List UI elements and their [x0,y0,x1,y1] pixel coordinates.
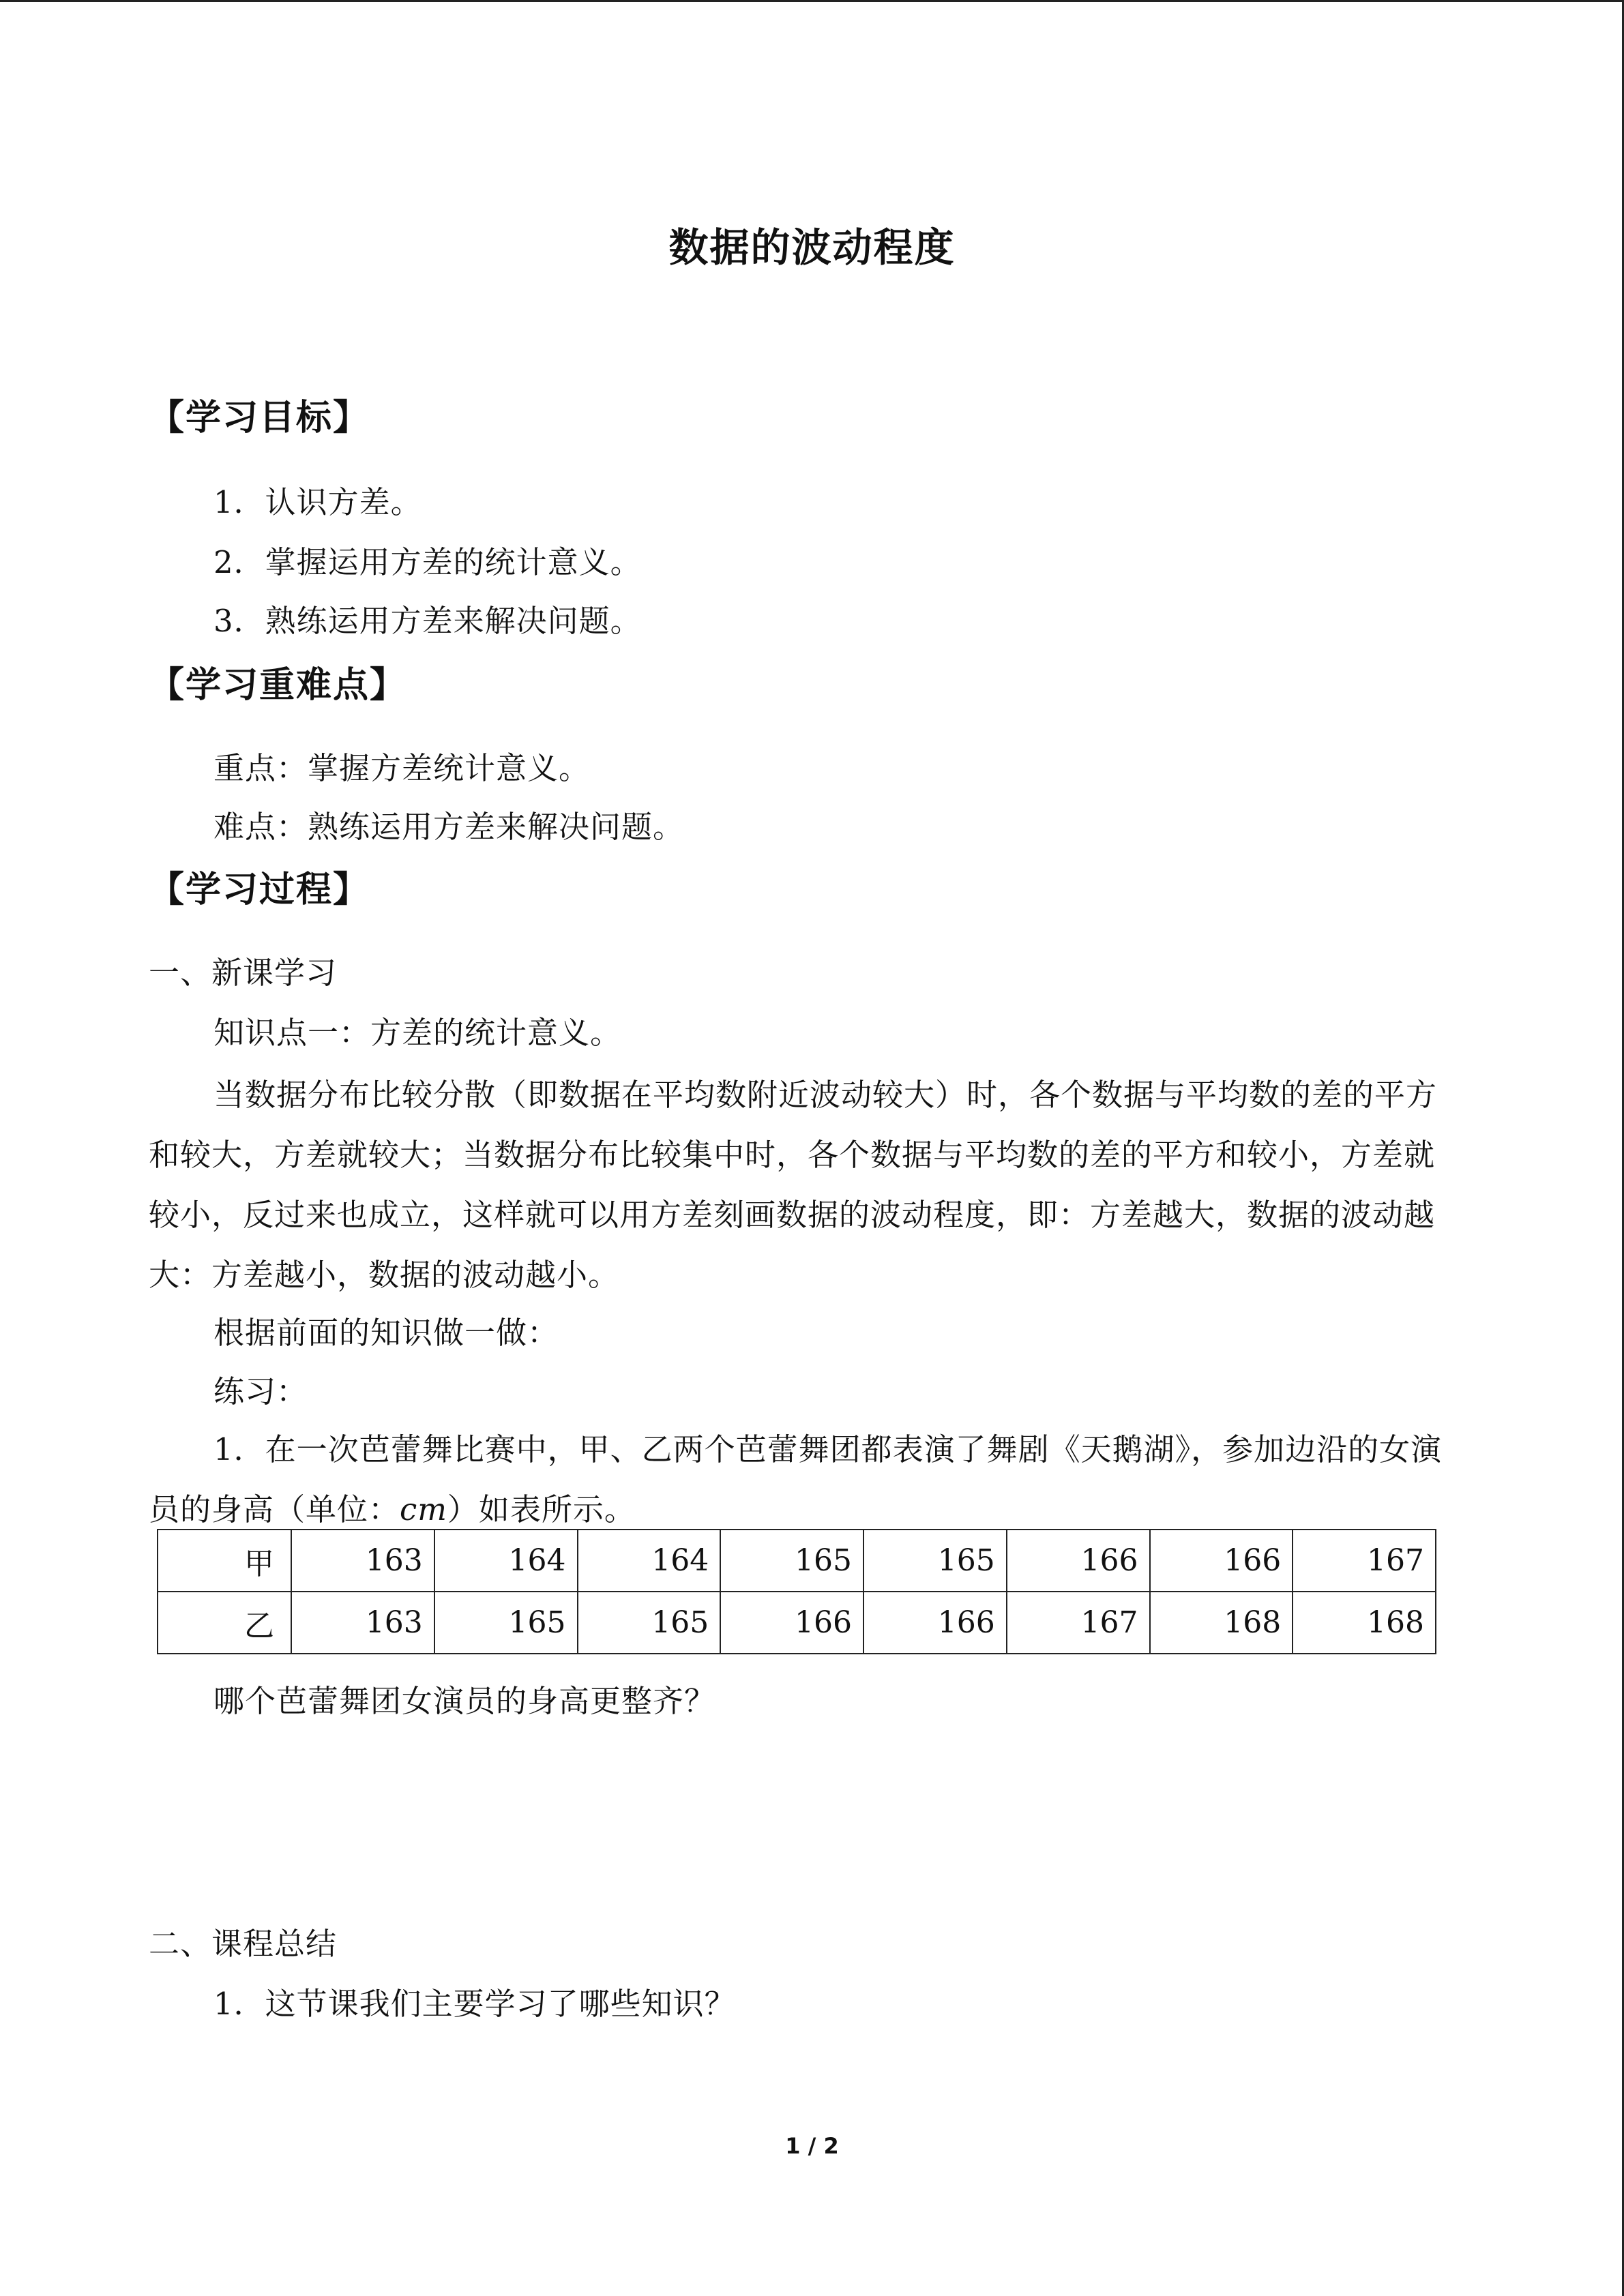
problem-text-part2: ）如表所示。 [447,1491,636,1527]
table-cell: 166 [1007,1530,1150,1592]
table-cell: 165 [720,1530,863,1592]
objectives-heading: 【学习目标】 [149,397,370,438]
key-points-heading: 【学习重难点】 [149,664,407,706]
table-cell: 163 [291,1592,434,1654]
table-row-label: 乙 [158,1592,291,1654]
problem-question: 哪个芭蕾舞团女演员的身高更整齐？ [213,1683,716,1719]
section-summary-title: 二、课程总结 [149,1926,338,1962]
key-point-focus: 重点：掌握方差统计意义。 [213,750,591,786]
table-cell: 165 [434,1592,578,1654]
table-cell: 166 [863,1592,1007,1654]
knowledge-point-title: 知识点一：方差的统计意义。 [213,1015,622,1051]
process-heading: 【学习过程】 [149,869,370,910]
table-cell: 164 [578,1530,721,1592]
problem-text-part1: 1．在一次芭蕾舞比赛中，甲、乙两个芭蕾舞团都表演了舞剧《天鹅湖》，参加边沿的女演员的身高（单位： [149,1431,1443,1527]
table-cell: 167 [1007,1592,1150,1654]
table-cell: 166 [720,1592,863,1654]
summary-question-1: 1．这节课我们主要学习了哪些知识？ [213,1986,736,2022]
problem-statement [149,1420,1458,1540]
table-cell: 163 [291,1530,434,1592]
table-row [158,1592,1436,1654]
page-number: 1 / 2 [785,2133,839,2159]
table-cell: 165 [578,1592,721,1654]
table-cell: 168 [1293,1592,1436,1654]
objective-item-1: 1．认识方差。 [213,484,422,520]
table-cell: 166 [1150,1530,1293,1592]
variance-explanation-paragraph: 当数据分布比较分散（即数据在平均数附近波动较大）时，各个数据与平均数的差的平方和较大，方差就较大；当数据分布比较集中时，各个数据与平均数的差的平方和较小，方差就较小，反过来也成立，这样就可以用方差刻画数据的波动程度，即：方差越大，数据的波动越大：方差越小，数据的波动越小。 [149,1077,1438,1293]
problem-unit: cm [400,1491,447,1527]
heights-table [157,1529,1436,1654]
section-new-lesson-title: 一、新课学习 [149,955,338,991]
table-cell: 168 [1150,1592,1293,1654]
objective-item-2: 2．掌握运用方差的统计意义。 [213,544,642,580]
table-cell: 167 [1293,1530,1436,1592]
do-it-prompt: 根据前面的知识做一做： [213,1315,559,1351]
table-cell: 164 [434,1530,578,1592]
table-cell: 165 [863,1530,1007,1592]
objective-item-3: 3．熟练运用方差来解决问题。 [213,603,642,639]
key-point-difficulty: 难点：熟练运用方差来解决问题。 [213,809,685,845]
table-row-label: 甲 [158,1530,291,1592]
practice-label: 练习： [213,1373,308,1410]
table-row [158,1530,1436,1592]
page-title: 数据的波动程度 [668,224,956,271]
